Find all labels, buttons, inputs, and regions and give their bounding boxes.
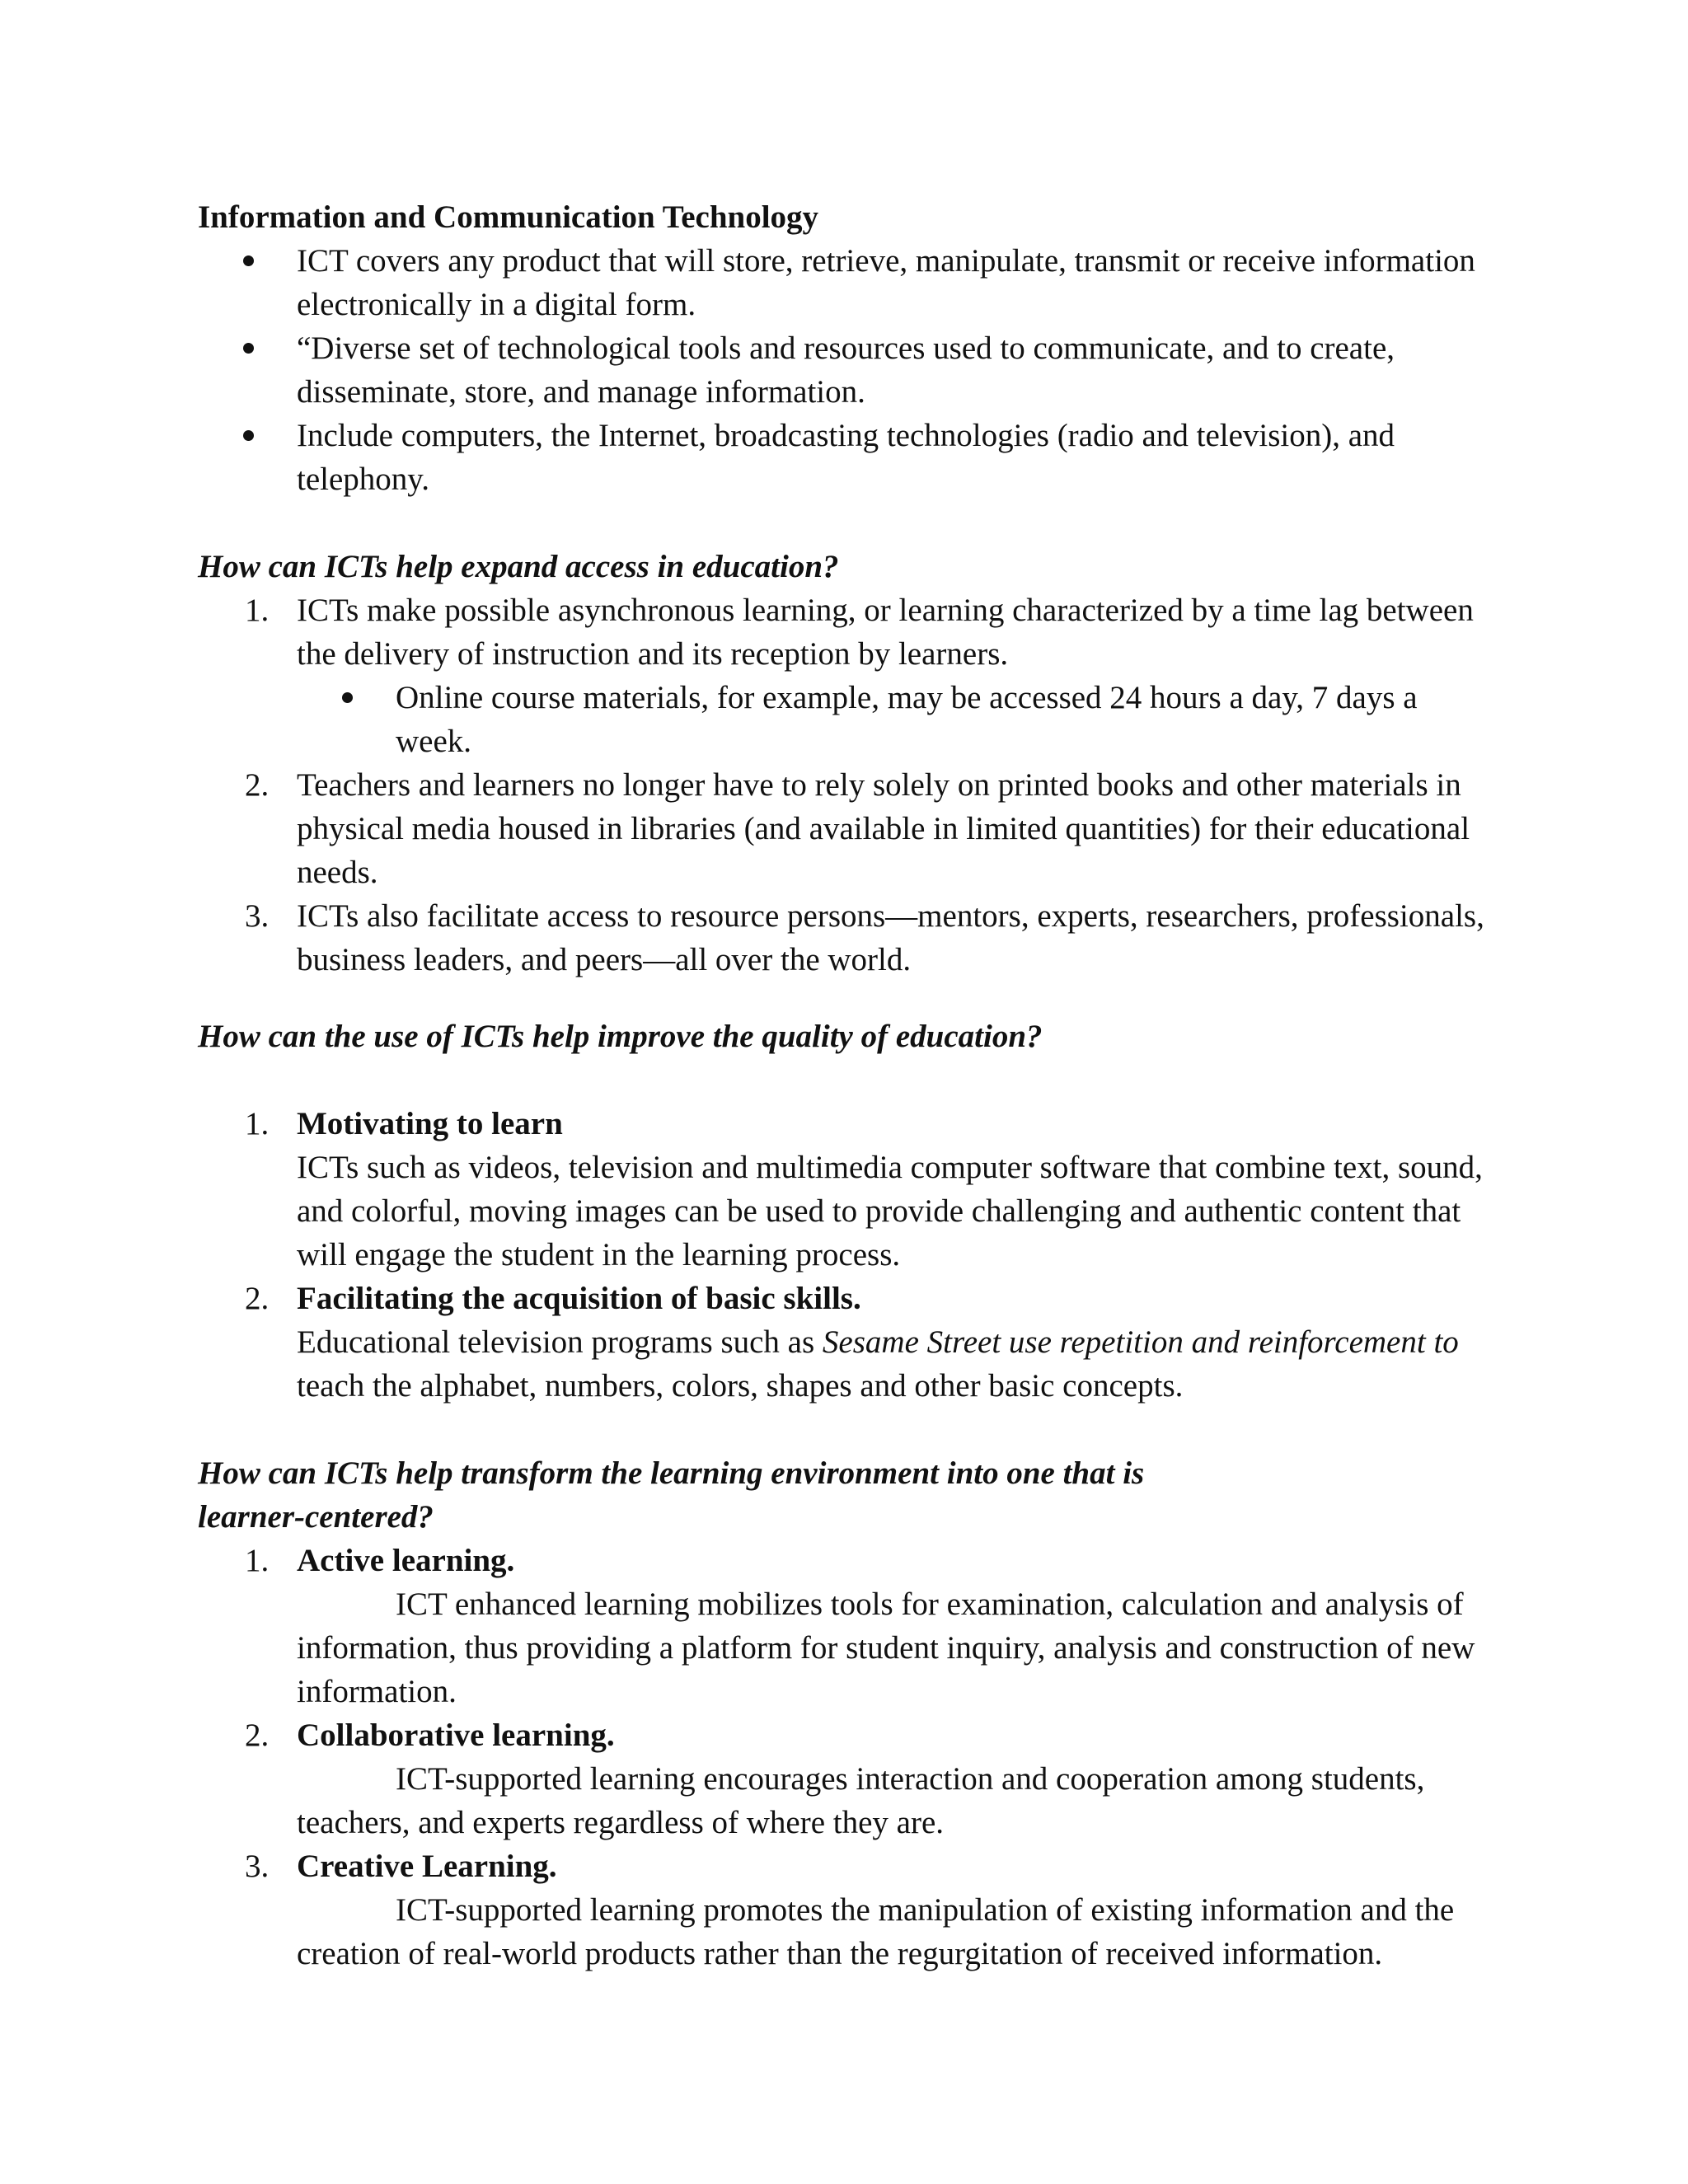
bullet-text: ICT covers any product that will store, retrieve, manipulate, transmit or receive information electronically in a digital form. [297, 243, 1475, 322]
bullet-icon [243, 343, 254, 354]
section-title-quality: How can the use of ICTs help improve the quality of education? [198, 1019, 1043, 1054]
item-heading: Active learning. [297, 1543, 515, 1578]
item-number: 3. [245, 898, 270, 934]
item-text-part: Educational television programs such as [297, 1324, 823, 1360]
item-text: ICT-supported learning promotes the manipulation of existing information and the creation of real-world products rather than the regurgitation of received information. [297, 1892, 1455, 1971]
sub-bullet-item [198, 676, 1500, 763]
bullet-text: Include computers, the Internet, broadcasting technologies (radio and television), and telephony. [297, 418, 1395, 497]
title-line: How can ICTs help transform the learning environment into one that is [198, 1455, 1145, 1491]
item-text: ICT enhanced learning mobilizes tools for examination, calculation and analysis of information, thus providing a platform for student inquiry, analysis and construction of new information. [297, 1586, 1475, 1709]
item-number: 2. [245, 767, 270, 803]
item-text-part: teach the alphabet, numbers, colors, shapes and other basic concepts. [297, 1368, 1184, 1404]
spacer [198, 501, 1500, 545]
item-number: 1. [245, 1543, 270, 1578]
numbered-item [198, 1539, 1500, 1713]
item-text: ICTs make possible asynchronous learning, or learning characterized by a time lag between the delivery of instruction and its reception by learners. [297, 593, 1474, 672]
numbered-item [198, 894, 1500, 982]
item-text: Teachers and learners no longer have to rely solely on printed books and other materials in physical media housed in libraries (and available in limited quantities) for their educational needs. [297, 767, 1470, 890]
numbered-item [198, 1102, 1500, 1277]
bullet-icon [342, 692, 353, 703]
item-text: ICTs such as videos, television and multimedia computer software that combine text, sound, and colorful, moving images can be used to provide challenging and authentic content that will engage the student in the learning process. [297, 1150, 1483, 1272]
bullet-icon [243, 255, 254, 266]
numbered-item [198, 763, 1500, 894]
item-text: ICTs also facilitate access to resource persons—mentors, experts, researchers, professionals, business leaders, and peers—all over the world. [297, 898, 1484, 977]
numbered-item [198, 1713, 1500, 1844]
item-text: ICT-supported learning encourages interaction and cooperation among students, teachers, and experts regardless of where they are. [297, 1761, 1425, 1840]
section-title-ict: Information and Communication Technology [198, 199, 819, 235]
spacer [198, 1408, 1500, 1451]
section-title-access: How can ICTs help expand access in education? [198, 549, 839, 584]
item-text [297, 1320, 1500, 1408]
item-heading: Creative Learning. [297, 1849, 557, 1884]
bullet-item [198, 239, 1500, 326]
item-number: 1. [245, 593, 270, 628]
bullet-text: “Diverse set of technological tools and resources used to communicate, and to create, disseminate, store, and manage information. [297, 330, 1395, 410]
item-heading: Collaborative learning. [297, 1718, 615, 1753]
bullet-text: Online course materials, for example, may be accessed 24 hours a day, 7 days a week. [396, 680, 1418, 759]
bullet-item [198, 414, 1500, 501]
numbered-item [198, 588, 1500, 676]
numbered-item [198, 1844, 1500, 1975]
item-heading: Motivating to learn [297, 1106, 563, 1141]
item-number: 2. [245, 1281, 270, 1316]
document-page [198, 195, 1500, 1975]
bullet-item [198, 326, 1500, 414]
item-text-italic: Sesame Street use repetition and reinforcement to [822, 1324, 1459, 1360]
spacer [198, 1058, 1500, 1102]
item-number: 1. [245, 1106, 270, 1141]
numbered-item [198, 1277, 1500, 1408]
title-line: learner-centered? [198, 1499, 434, 1535]
item-number: 2. [245, 1718, 270, 1753]
item-heading: Facilitating the acquisition of basic skills. [297, 1281, 861, 1316]
bullet-icon [243, 430, 254, 441]
spacer [198, 982, 1500, 1015]
item-number: 3. [245, 1849, 270, 1884]
section-title-learner-centered [198, 1451, 1500, 1539]
